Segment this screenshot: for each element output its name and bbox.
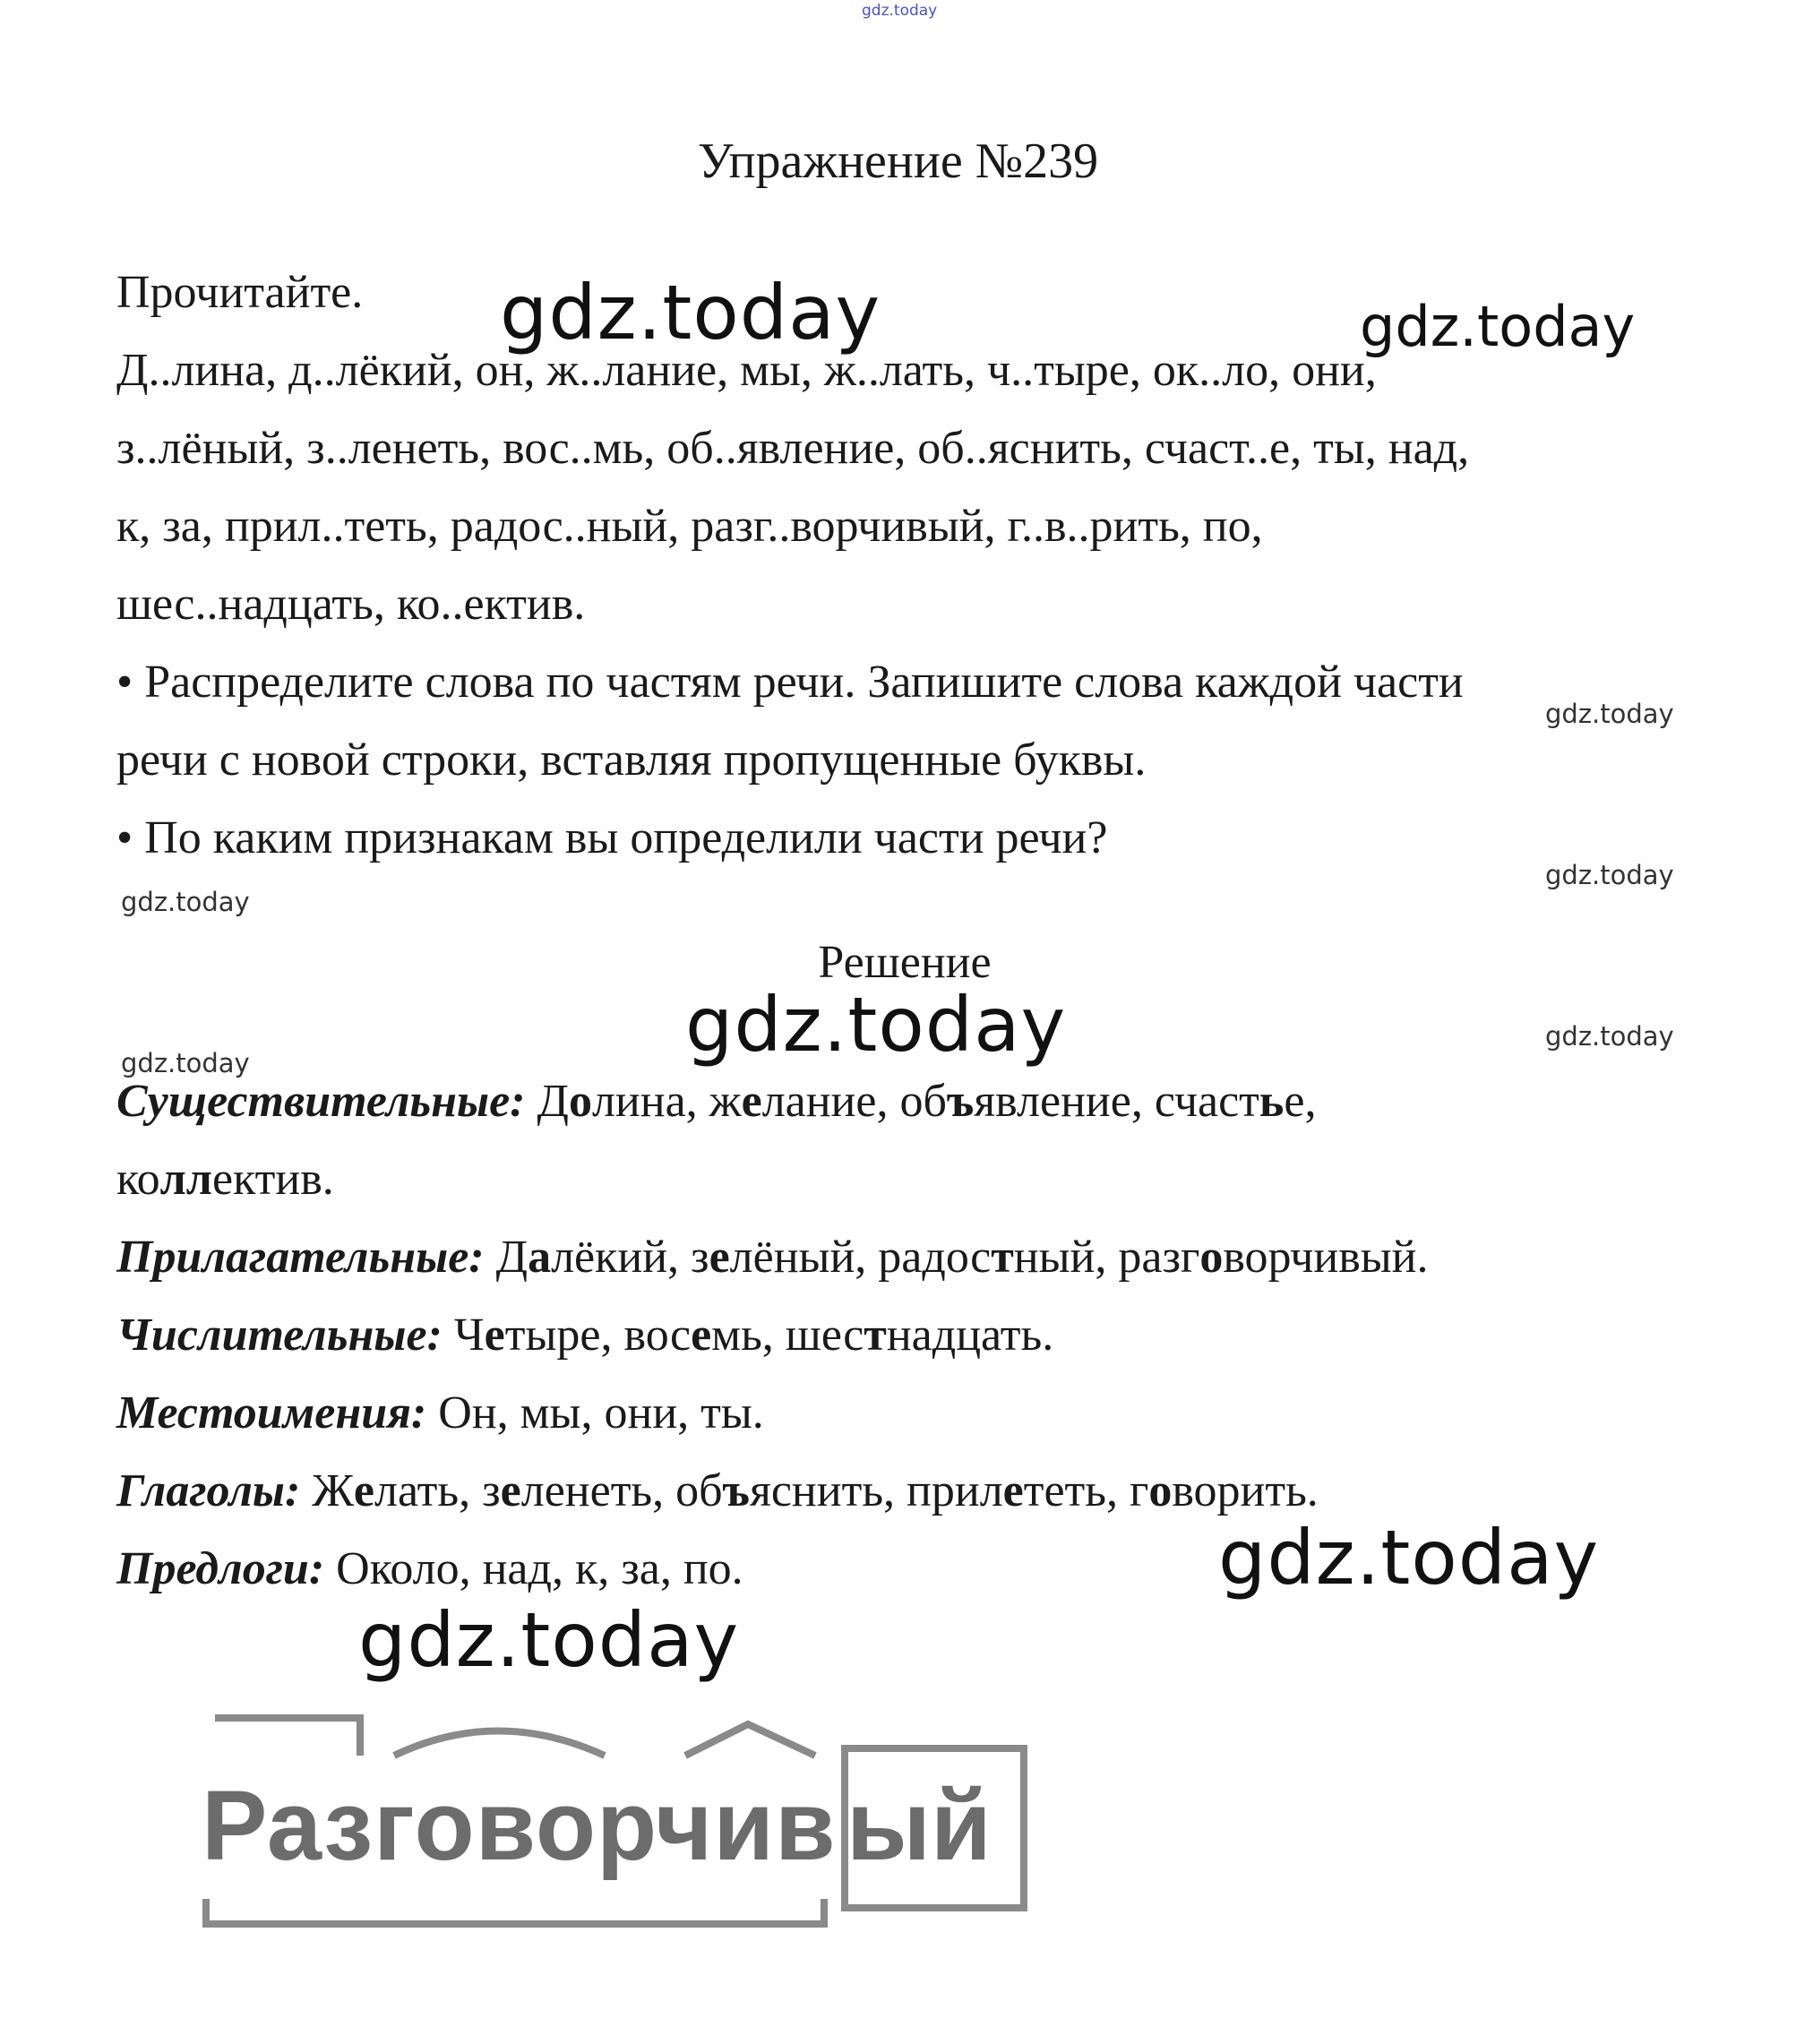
morpheme-stem: Разговорчив — [202, 1771, 837, 1881]
solution-heading: Решение — [818, 937, 992, 988]
exercise-line: шес..надцать, ко..ектив. — [116, 579, 586, 630]
nouns-label: Существительные: — [116, 1076, 526, 1127]
answer-pronouns: Местоимения: Он, мы, они, ты. — [116, 1387, 764, 1439]
pronouns-label: Местоимения: — [116, 1387, 427, 1439]
answer-prepositions: Предлоги: Около, над, к, за, по. — [116, 1543, 743, 1594]
watermark: gdz.today — [1545, 699, 1674, 729]
answer-verbs: Глаголы: Желать, зеленеть, объяснить, прилететь, говорить. — [116, 1465, 1319, 1516]
exercise-line: Прочитайте. — [116, 267, 364, 318]
watermark: gdz.today — [1218, 1514, 1600, 1602]
exercise-title: Упражнение №239 — [697, 133, 1099, 189]
exercise-line: з..лёный, з..ленеть, вос..мь, об..явление, об..яснить, счаст..е, ты, над, — [116, 423, 1470, 474]
watermark: gdz.today — [121, 1048, 250, 1078]
watermark: gdz.today — [1545, 860, 1674, 890]
exercise-task: • Распределите слова по частям речи. Запишите слова каждой части — [116, 657, 1464, 708]
exercise-line: к, за, прил..теть, радос..ный, разг..ворчивый, г..в..рить, по, — [116, 501, 1263, 552]
exercise-question: • По каким признакам вы определили части речи? — [116, 812, 1108, 863]
exercise-text — [116, 253, 1689, 877]
adjectives-label: Прилагательные: — [116, 1232, 485, 1283]
morpheme-diagram — [193, 1693, 1053, 1935]
prefix-mark — [215, 1718, 360, 1756]
watermark: gdz.today — [685, 981, 1067, 1069]
verbs-label: Глаголы: — [116, 1465, 301, 1516]
answer-numerals: Числительные: Четыре, восемь, шестнадцать. — [116, 1310, 1054, 1361]
solution-answer — [116, 1062, 1680, 1608]
suffix-mark — [685, 1724, 815, 1756]
stem-bracket — [206, 1899, 824, 1924]
watermark: gdz.today — [121, 887, 250, 917]
watermark: gdz.today — [1360, 294, 1636, 359]
watermark-top: gdz.today — [862, 2, 938, 20]
answer-adjectives: Прилагательные: Далёкий, зелёный, радостный, разговорчивый. — [116, 1232, 1429, 1283]
exercise-line: Д..лина, д..лёкий, он, ж..лание, мы, ж..лать, ч..тыре, ок..ло, они, — [116, 345, 1377, 396]
numerals-label: Числительные: — [116, 1310, 443, 1361]
morpheme-ending: ый — [846, 1771, 992, 1881]
watermark: gdz.today — [1545, 1021, 1674, 1052]
watermark: gdz.today — [358, 1596, 740, 1684]
exercise-task: речи с новой строки, вставляя пропущенные буквы. — [116, 734, 1147, 786]
answer-nouns: Существительные: Долина, желание, объявление, счастье, — [116, 1076, 1317, 1127]
root-arc — [394, 1731, 605, 1756]
answer-nouns-cont: коллектив. — [116, 1154, 334, 1205]
watermark: gdz.today — [500, 269, 881, 356]
prepositions-label: Предлоги: — [116, 1543, 325, 1594]
